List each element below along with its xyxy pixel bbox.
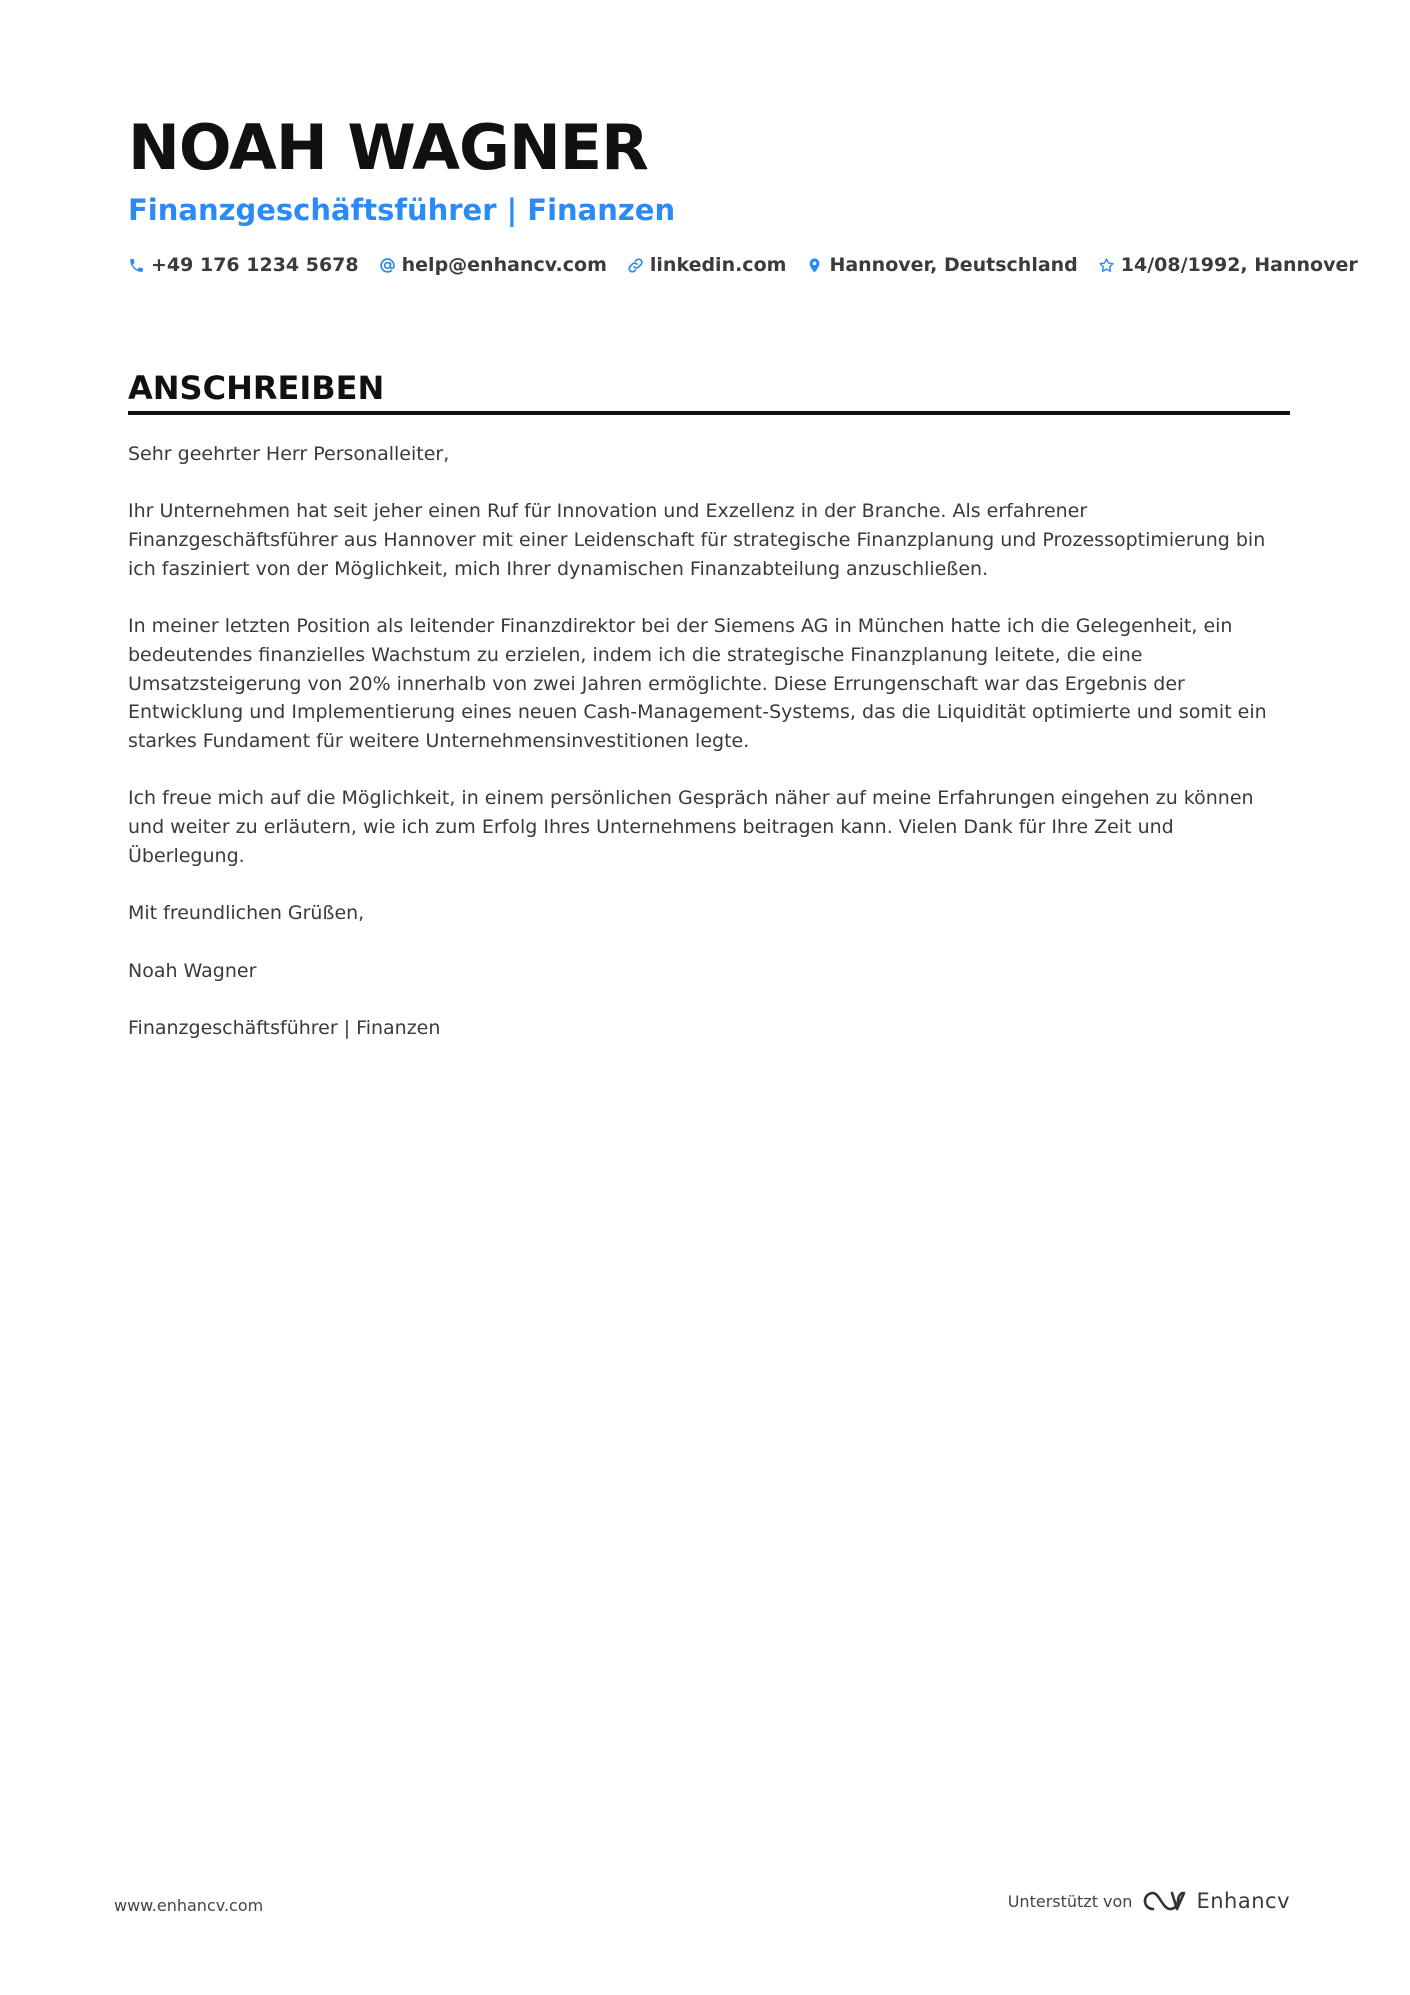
contact-birth-text: 14/08/1992, Hannover <box>1120 254 1358 276</box>
footer-website[interactable]: www.enhancv.com <box>114 1896 264 1915</box>
contact-location-text: Hannover, Deutschland <box>829 254 1078 276</box>
contact-location <box>806 254 1077 276</box>
contact-linkedin-text: linkedin.com <box>649 254 787 276</box>
contact-birth <box>1098 254 1358 276</box>
phone-icon <box>128 257 145 274</box>
at-icon <box>379 257 396 274</box>
powered-by-text: Unterstützt von <box>1007 1891 1133 1911</box>
section-title: ANSCHREIBEN <box>128 369 385 407</box>
brand-name: Enhancv <box>1196 1889 1290 1913</box>
contact-phone[interactable] <box>128 254 359 276</box>
contact-linkedin[interactable] <box>627 254 787 276</box>
link-icon <box>627 257 644 274</box>
star-icon <box>1098 257 1115 274</box>
contact-email-text: help@enhancv.com <box>401 254 607 276</box>
contact-bar <box>128 254 1378 276</box>
letter-body <box>128 440 1290 1071</box>
candidate-name: NOAH WAGNER <box>128 111 648 184</box>
contact-email[interactable] <box>379 254 607 276</box>
section-divider <box>128 411 1290 415</box>
location-pin-icon <box>806 257 823 274</box>
candidate-title: Finanzgeschäftsführer | Finanzen <box>128 193 676 227</box>
letter-paragraph: Ihr Unternehmen hat seit jeher einen Ruf für Innovation und Exzellenz in der Branche. Als erfahrener Finanzgeschäftsführer aus Hannover mit einer Leidenschaft für strategische Finanzplanung und Prozessoptimierung bin ich fasziniert von der Möglichkeit, mich Ihrer dynamischen Finanzabteilung anzuschließen. <box>128 500 1266 580</box>
signature-title: Finanzgeschäftsführer | Finanzen <box>128 1016 441 1039</box>
contact-phone-text: +49 176 1234 5678 <box>151 254 359 276</box>
letter-greeting: Sehr geehrter Herr Personalleiter, <box>128 443 450 465</box>
signature-name: Noah Wagner <box>128 959 257 982</box>
letter-closing: Mit freundlichen Grüßen, <box>128 902 365 925</box>
letter-paragraph: In meiner letzten Position als leitender Finanzdirektor bei der Siemens AG in München hatte ich die Gelegenheit, ein bedeutendes finanzielles Wachstum zu erzielen, indem ich die strategische Finanzplanung leitete, die eine Umsatzsteigerung von 20% innerhalb von zwei Jahren ermöglichte. Diese Errungenschaft war das Ergebnis der Entwicklung und Implementierung eines neuen Cash-Management-Systems, das die Liquidität optimierte und somit ein starkes Fundament für weitere Unternehmensinvestitionen legte. <box>128 615 1267 752</box>
footer-branding[interactable] <box>1008 1888 1290 1914</box>
letter-paragraph: Ich freue mich auf die Möglichkeit, in einem persönlichen Gespräch näher auf meine Erfahrungen eingehen zu können und weiter zu erläutern, wie ich zum Erfolg Ihres Unternehmens beitragen kann. Vielen Dank für Ihre Zeit und Überlegung. <box>128 787 1254 867</box>
enhancv-logo-icon <box>1142 1888 1188 1914</box>
